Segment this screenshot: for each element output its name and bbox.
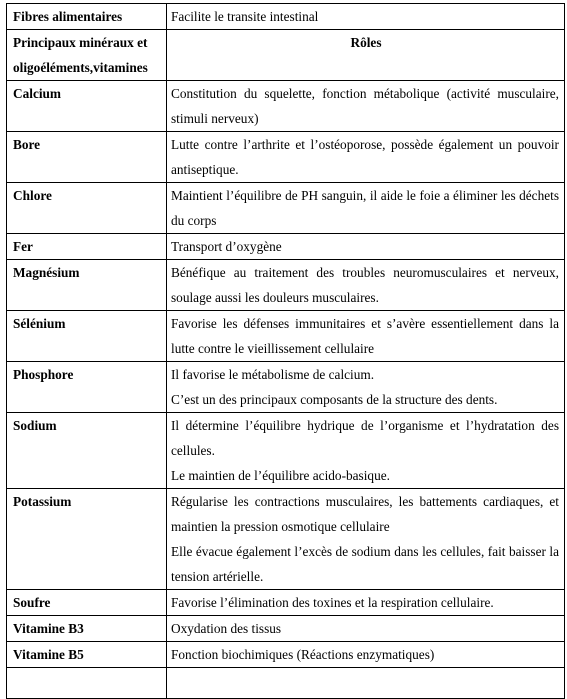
table-row [7,616,565,642]
nutrient-role: Il favorise le métabolisme de calcium. C’est un des principaux composants de la structure des dents. [167,362,565,413]
table-row [7,668,565,699]
nutrient-role [167,668,565,699]
table-row [7,81,565,132]
nutrient-role: Favorise les défenses immunitaires et s’avère essentiellement dans la lutte contre le vieillissement cellulaire [167,311,565,362]
nutrient-name: Potassium [7,489,167,590]
nutrient-role: Favorise l’élimination des toxines et la respiration cellulaire. [167,590,565,616]
table-row [7,132,565,183]
table-header-row [7,30,565,81]
table-row [7,413,565,489]
nutrient-role: Fonction biochimiques (Réactions enzymatiques) [167,642,565,668]
nutrient-name: Chlore [7,183,167,234]
nutrient-name: Bore [7,132,167,183]
nutrient-name: Sodium [7,413,167,489]
table-row [7,362,565,413]
table-row [7,183,565,234]
nutrient-role: Lutte contre l’arthrite et l’ostéoporose, possède également un pouvoir antiseptique. [167,132,565,183]
column-header-nutrient: Principaux minéraux et oligoéléments,vitamines [7,30,167,81]
table-row [7,260,565,311]
nutrient-role: Transport d’oxygène [167,234,565,260]
nutrients-table [6,3,565,699]
nutrient-name: Sélénium [7,311,167,362]
nutrient-role: Facilite le transite intestinal [167,4,565,30]
nutrient-name: Fibres alimentaires [7,4,167,30]
table-row [7,4,565,30]
nutrient-role: Régularise les contractions musculaires, les battements cardiaques, et maintien la pression osmotique cellulaire Elle évacue également l’excès de sodium dans les cellules, fait baisser la tension artérielle. [167,489,565,590]
nutrient-role: Il détermine l’équilibre hydrique de l’organisme et l’hydratation des cellules. Le maintien de l’équilibre acido-basique. [167,413,565,489]
nutrient-name: Calcium [7,81,167,132]
nutrient-name: Phosphore [7,362,167,413]
table-row [7,489,565,590]
table-row [7,311,565,362]
nutrient-name: Vitamine B3 [7,616,167,642]
table-row [7,590,565,616]
nutrient-role: Maintient l’équilibre de PH sanguin, il aide le foie a éliminer les déchets du corps [167,183,565,234]
nutrient-role: Bénéfique au traitement des troubles neuromusculaires et nerveux, soulage aussi les douleurs musculaires. [167,260,565,311]
nutrient-name [7,668,167,699]
column-header-roles: Rôles [167,30,565,81]
nutrient-name: Vitamine B5 [7,642,167,668]
table-row [7,234,565,260]
nutrient-role: Oxydation des tissus [167,616,565,642]
nutrient-name: Soufre [7,590,167,616]
nutrient-role: Constitution du squelette, fonction métabolique (activité musculaire, stimuli nerveux) [167,81,565,132]
nutrient-name: Magnésium [7,260,167,311]
nutrient-name: Fer [7,234,167,260]
